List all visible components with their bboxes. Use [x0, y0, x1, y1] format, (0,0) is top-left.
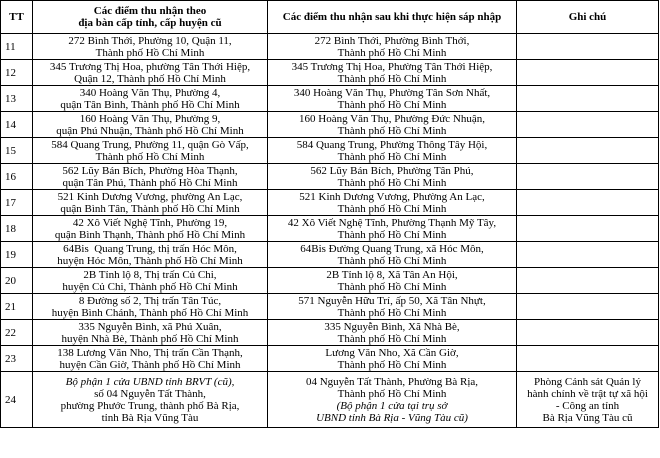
old-address — [33, 320, 268, 346]
old-address-line2: huyện Nhà Bè, Thành phố Hồ Chí Minh — [61, 332, 239, 345]
old-address-line1: 584 Quang Trung, Phường 11, quận Gò Vấp, — [51, 138, 249, 151]
old-address-line2: Thành phố Hồ Chí Minh — [95, 46, 205, 59]
table-row — [1, 320, 659, 346]
old-address-line1: 340 Hoàng Văn Thụ, Phường 4, — [79, 86, 221, 99]
row-number: 22 — [1, 320, 33, 346]
new-address — [268, 346, 517, 372]
old-address-line1: 8 Đường số 2, Thị trấn Tân Túc, — [78, 294, 222, 307]
old-address — [33, 34, 268, 60]
note-cell — [517, 320, 659, 346]
old-address — [33, 60, 268, 86]
new-address — [268, 216, 517, 242]
old-address-line2: quận Tân Phú, Thành phố Hồ Chí Minh — [62, 176, 238, 189]
row-number: 17 — [1, 190, 33, 216]
new-address — [268, 60, 517, 86]
old-address — [33, 372, 268, 428]
old-address-line1: 2B Tỉnh lộ 8, Thị trấn Củ Chi, — [83, 268, 217, 281]
row-number: 15 — [1, 138, 33, 164]
new-address — [268, 190, 517, 216]
old-address-line2: huyện Hóc Môn, Thành phố Hồ Chí Minh — [57, 254, 243, 267]
row-number: 14 — [1, 112, 33, 138]
note-line4: Bà Rịa Vũng Tàu cũ — [542, 411, 633, 424]
new-address-line2: Thành phố Hồ Chí Minh — [337, 358, 447, 371]
note-line3: - Công an tỉnh — [555, 399, 620, 412]
header-old-line2: địa bàn cấp tỉnh, cấp huyện cũ — [78, 17, 222, 29]
old-address-line1: 160 Hoàng Văn Thụ, Phường 9, — [79, 112, 221, 125]
new-address-line2: Thành phố Hồ Chí Minh — [337, 150, 447, 163]
new-address-line1: 584 Quang Trung, Phường Thông Tây Hội, — [296, 138, 488, 151]
note-cell — [517, 294, 659, 320]
new-address-italic-line1: (Bộ phận 1 cửa tại trụ sở — [336, 399, 448, 412]
new-address-line2: Thành phố Hồ Chí Minh — [337, 72, 447, 85]
new-address-line1: 571 Nguyễn Hữu Trí, ấp 50, Xã Tân Nhựt, — [298, 294, 486, 307]
table-row — [1, 164, 659, 190]
new-address — [268, 164, 517, 190]
old-address-line1: 272 Bình Thới, Phường 10, Quận 11, — [68, 34, 232, 47]
table-row — [1, 86, 659, 112]
header-new-points: Các điểm thu nhận sau khi thực hiện sáp nhập — [268, 1, 517, 34]
new-address-line2: Thành phố Hồ Chí Minh — [337, 387, 447, 400]
new-address-line1: 64Bis Đường Quang Trung, xã Hóc Môn, — [300, 242, 484, 255]
note-cell — [517, 268, 659, 294]
note-cell — [517, 138, 659, 164]
new-address — [268, 138, 517, 164]
header-note: Ghi chú — [517, 1, 659, 34]
old-address-line2: quận Phú Nhuận, Thành phố Hồ Chí Minh — [56, 124, 244, 137]
old-address-line2: quận Tân Bình, Thành phố Hồ Chí Minh — [60, 98, 240, 111]
new-address-line1: 160 Hoàng Văn Thụ, Phường Đức Nhuận, — [299, 112, 485, 125]
new-address-line1: 2B Tỉnh lộ 8, Xã Tân An Hội, — [326, 268, 458, 281]
note-cell — [517, 112, 659, 138]
note-cell — [517, 346, 659, 372]
new-address-line1: 42 Xô Viết Nghệ Tĩnh, Phường Thạnh Mỹ Tây, — [287, 216, 497, 229]
note-cell — [517, 372, 659, 428]
row-number: 23 — [1, 346, 33, 372]
new-address-line2: Thành phố Hồ Chí Minh — [337, 332, 447, 345]
table-row — [1, 242, 659, 268]
row-number: 20 — [1, 268, 33, 294]
note-cell — [517, 242, 659, 268]
new-address-line1: 340 Hoàng Văn Thụ, Phường Tân Sơn Nhất, — [293, 86, 491, 99]
old-address-line2: huyện Bình Chánh, Thành phố Hồ Chí Minh — [51, 306, 249, 319]
new-address-line2: Thành phố Hồ Chí Minh — [337, 228, 447, 241]
new-address-line2: Thành phố Hồ Chí Minh — [337, 202, 447, 215]
table-row — [1, 268, 659, 294]
old-address-line1: 138 Lương Văn Nho, Thị trấn Cần Thạnh, — [57, 346, 243, 359]
new-address-line1: 04 Nguyễn Tất Thành, Phường Bà Rịa, — [305, 375, 479, 388]
old-address-line1: 42 Xô Viết Nghệ Tĩnh, Phường 19, — [72, 216, 228, 229]
new-address — [268, 294, 517, 320]
new-address-line1: Lương Văn Nho, Xã Cần Giờ, — [325, 346, 459, 359]
note-cell — [517, 216, 659, 242]
old-address-line2: huyện Củ Chi, Thành phố Hồ Chí Minh — [62, 280, 238, 293]
new-address — [268, 86, 517, 112]
new-address-line1: 272 Bình Thới, Phường Bình Thới, — [314, 34, 470, 47]
table-row — [1, 190, 659, 216]
new-address-line1: 345 Trương Thị Hoa, Phường Tân Thới Hiệp, — [291, 60, 493, 73]
table-row — [1, 112, 659, 138]
old-address-line1: số 04 Nguyễn Tất Thành, — [94, 387, 206, 400]
old-address-line2: quận Bình Tân, Thành phố Hồ Chí Minh — [60, 202, 240, 215]
new-address-line2: Thành phố Hồ Chí Minh — [337, 306, 447, 319]
old-address-line2: Quận 12, Thành phố Hồ Chí Minh — [74, 72, 226, 85]
note-cell — [517, 34, 659, 60]
new-address — [268, 320, 517, 346]
new-address-line2: Thành phố Hồ Chí Minh — [337, 46, 447, 59]
new-address-line1: 521 Kinh Dương Vương, Phường An Lạc, — [299, 190, 485, 203]
header-old-line1: Các điểm thu nhận theo — [93, 5, 207, 17]
old-address-line1: 64Bis Quang Trung, thị trấn Hóc Môn, — [63, 242, 237, 255]
row-number: 11 — [1, 34, 33, 60]
note-cell — [517, 86, 659, 112]
note-line2: hành chính về trật tự xã hội — [527, 387, 648, 400]
old-address-line3: tỉnh Bà Rịa Vũng Tàu — [101, 411, 199, 424]
new-address-line2: Thành phố Hồ Chí Minh — [337, 176, 447, 189]
table-row — [1, 60, 659, 86]
old-address-line1: 562 Lũy Bán Bích, Phường Hòa Thạnh, — [62, 164, 238, 177]
row-number: 13 — [1, 86, 33, 112]
row-number: 16 — [1, 164, 33, 190]
table-row — [1, 216, 659, 242]
old-address — [33, 190, 268, 216]
old-address-line1: 521 Kinh Dương Vương, phường An Lạc, — [57, 190, 243, 203]
old-address — [33, 86, 268, 112]
new-address-line2: Thành phố Hồ Chí Minh — [337, 124, 447, 137]
note-cell — [517, 60, 659, 86]
header-row — [1, 1, 659, 34]
row-number: 12 — [1, 60, 33, 86]
old-address — [33, 268, 268, 294]
new-address — [268, 268, 517, 294]
note-cell — [517, 164, 659, 190]
note-line1: Phòng Cảnh sát Quản lý — [534, 375, 641, 388]
new-address-line2: Thành phố Hồ Chí Minh — [337, 98, 447, 111]
old-address-line2: quận Bình Thạnh, Thành phố Hồ Chí Minh — [54, 228, 246, 241]
new-address-line1: 335 Nguyễn Bình, Xã Nhà Bè, — [324, 320, 460, 333]
table-row — [1, 294, 659, 320]
new-address — [268, 242, 517, 268]
new-address-line2: Thành phố Hồ Chí Minh — [337, 254, 447, 267]
old-address-line2: Thành phố Hồ Chí Minh — [95, 150, 205, 163]
old-address-italic-line: Bộ phận 1 cửa UBND tỉnh BRVT (cũ), — [65, 375, 235, 388]
row-number: 21 — [1, 294, 33, 320]
row-number: 18 — [1, 216, 33, 242]
table-row — [1, 346, 659, 372]
old-address — [33, 216, 268, 242]
old-address-line1: 335 Nguyễn Bình, xã Phú Xuân, — [78, 320, 222, 333]
old-address-line2: phường Phước Trung, thành phố Bà Rịa, — [60, 399, 240, 412]
old-address — [33, 242, 268, 268]
header-tt: TT — [1, 1, 33, 34]
new-address — [268, 34, 517, 60]
table-row — [1, 34, 659, 60]
row-number: 19 — [1, 242, 33, 268]
table-row — [1, 138, 659, 164]
old-address — [33, 112, 268, 138]
new-address — [268, 112, 517, 138]
old-address — [33, 138, 268, 164]
row-number: 24 — [1, 372, 33, 428]
header-old-points — [33, 1, 268, 34]
old-address — [33, 346, 268, 372]
note-cell — [517, 190, 659, 216]
old-address — [33, 294, 268, 320]
table-row — [1, 372, 659, 428]
old-address-line2: huyện Cần Giờ, Thành phố Hồ Chí Minh — [59, 358, 241, 371]
new-address-italic-line2: UBND tỉnh Bà Rịa - Vũng Tàu cũ) — [316, 411, 468, 424]
new-address — [268, 372, 517, 428]
old-address — [33, 164, 268, 190]
new-address-line1: 562 Lũy Bán Bích, Phường Tân Phú, — [310, 164, 474, 177]
old-address-line1: 345 Trương Thị Hoa, phường Tân Thới Hiệp, — [49, 60, 251, 73]
table-body — [1, 34, 659, 428]
new-address-line2: Thành phố Hồ Chí Minh — [337, 280, 447, 293]
